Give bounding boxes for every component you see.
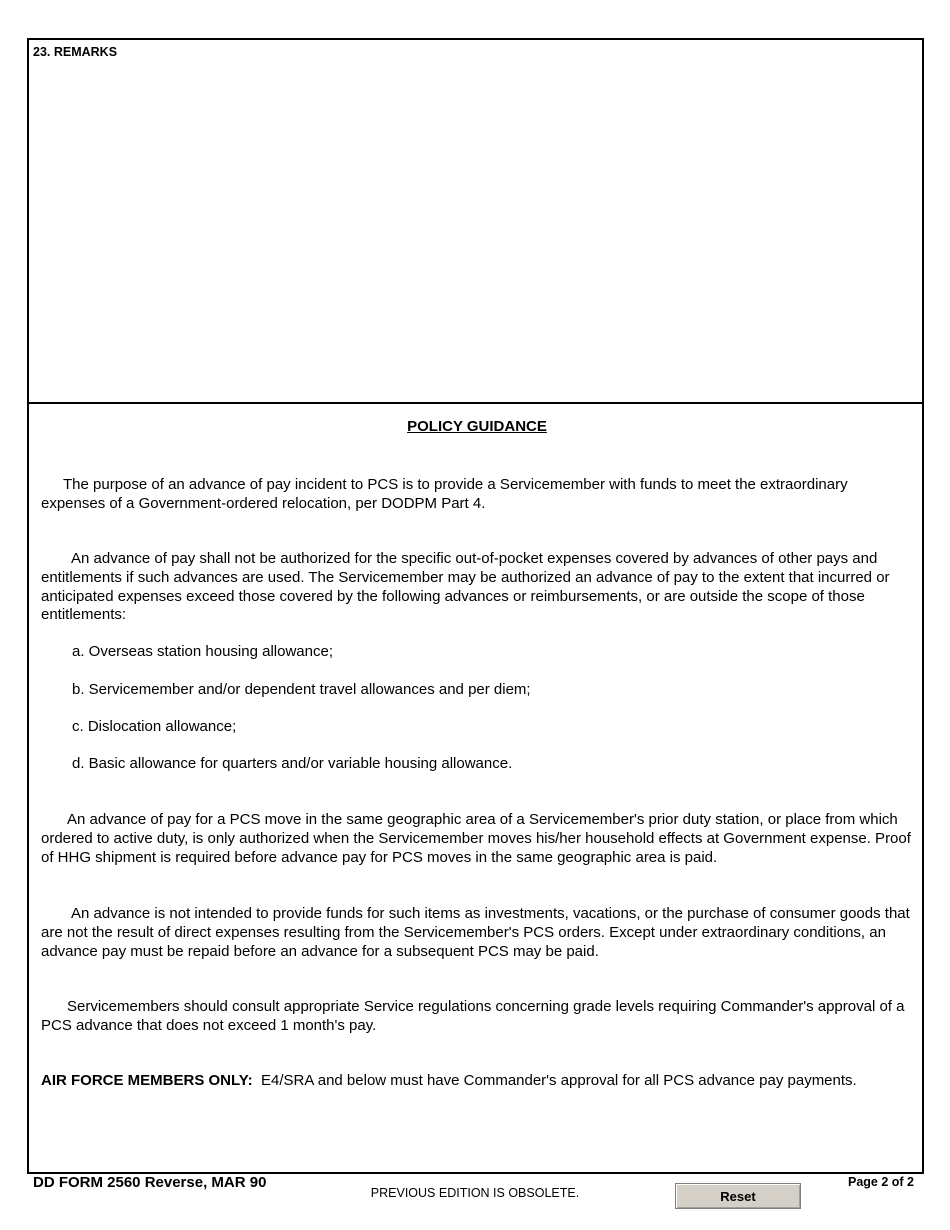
- form-identifier: DD FORM 2560 Reverse, MAR 90: [33, 1174, 267, 1191]
- air-force-note-text: E4/SRA and below must have Commander's approval for all PCS advance pay payments.: [261, 1072, 857, 1089]
- air-force-note-label: AIR FORCE MEMBERS ONLY:: [41, 1072, 253, 1089]
- edition-notice: PREVIOUS EDITION IS OBSOLETE.: [370, 1186, 580, 1200]
- guidance-list-item-a: a. Overseas station housing allowance;: [72, 643, 333, 660]
- remarks-label: 23. REMARKS: [33, 45, 118, 59]
- form-frame: [27, 38, 924, 1174]
- reset-button[interactable]: Reset: [675, 1183, 801, 1209]
- guidance-paragraph-5: Servicemembers should consult appropriate Service regulations concerning grade levels requiring Commander's approval of a PCS advance that does not exceed 1 month's pay.: [41, 998, 905, 1034]
- policy-guidance-title: POLICY GUIDANCE: [407, 418, 547, 435]
- guidance-list-item-b: b. Servicemember and/or dependent travel allowances and per diem;: [72, 681, 531, 698]
- guidance-paragraph-4: An advance is not intended to provide funds for such items as investments, vacations, or the purchase of consumer goods that are not the result of direct expenses resulting from the Servicemember's PCS orders. Except under extraordinary conditions, an advance pay must be repaid before an advance for a subsequent PCS may be paid.: [41, 905, 910, 960]
- remarks-section: [29, 40, 922, 404]
- page-number: Page 2 of 2: [848, 1175, 914, 1189]
- remarks-field[interactable]: [33, 64, 919, 400]
- guidance-list-item-c: c. Dislocation allowance;: [72, 718, 237, 735]
- air-force-note: [41, 1072, 913, 1091]
- guidance-paragraph-1: The purpose of an advance of pay incident to PCS is to provide a Servicemember with funds to meet the extraordinary expenses of a Government-ordered relocation, per DODPM Part 4.: [41, 476, 848, 512]
- guidance-paragraph-2: An advance of pay shall not be authorized for the specific out-of-pocket expenses covered by advances of other pays and entitlements if such advances are used. The Servicemember may be authorized an advance of pay to the extent that incurred or anticipated expenses exceed those covered by the following advances or reimbursements, or are outside the scope of those entitlements:: [41, 550, 890, 624]
- guidance-paragraph-3: An advance of pay for a PCS move in the same geographic area of a Servicemember's prior duty station, or place from which ordered to active duty, is only authorized when the Servicemember moves his/her household effects at Government expense. Proof of HHG shipment is required before advance pay for PCS moves in the same geographic area is paid.: [41, 811, 911, 866]
- guidance-list-item-d: d. Basic allowance for quarters and/or variable housing allowance.: [72, 755, 513, 772]
